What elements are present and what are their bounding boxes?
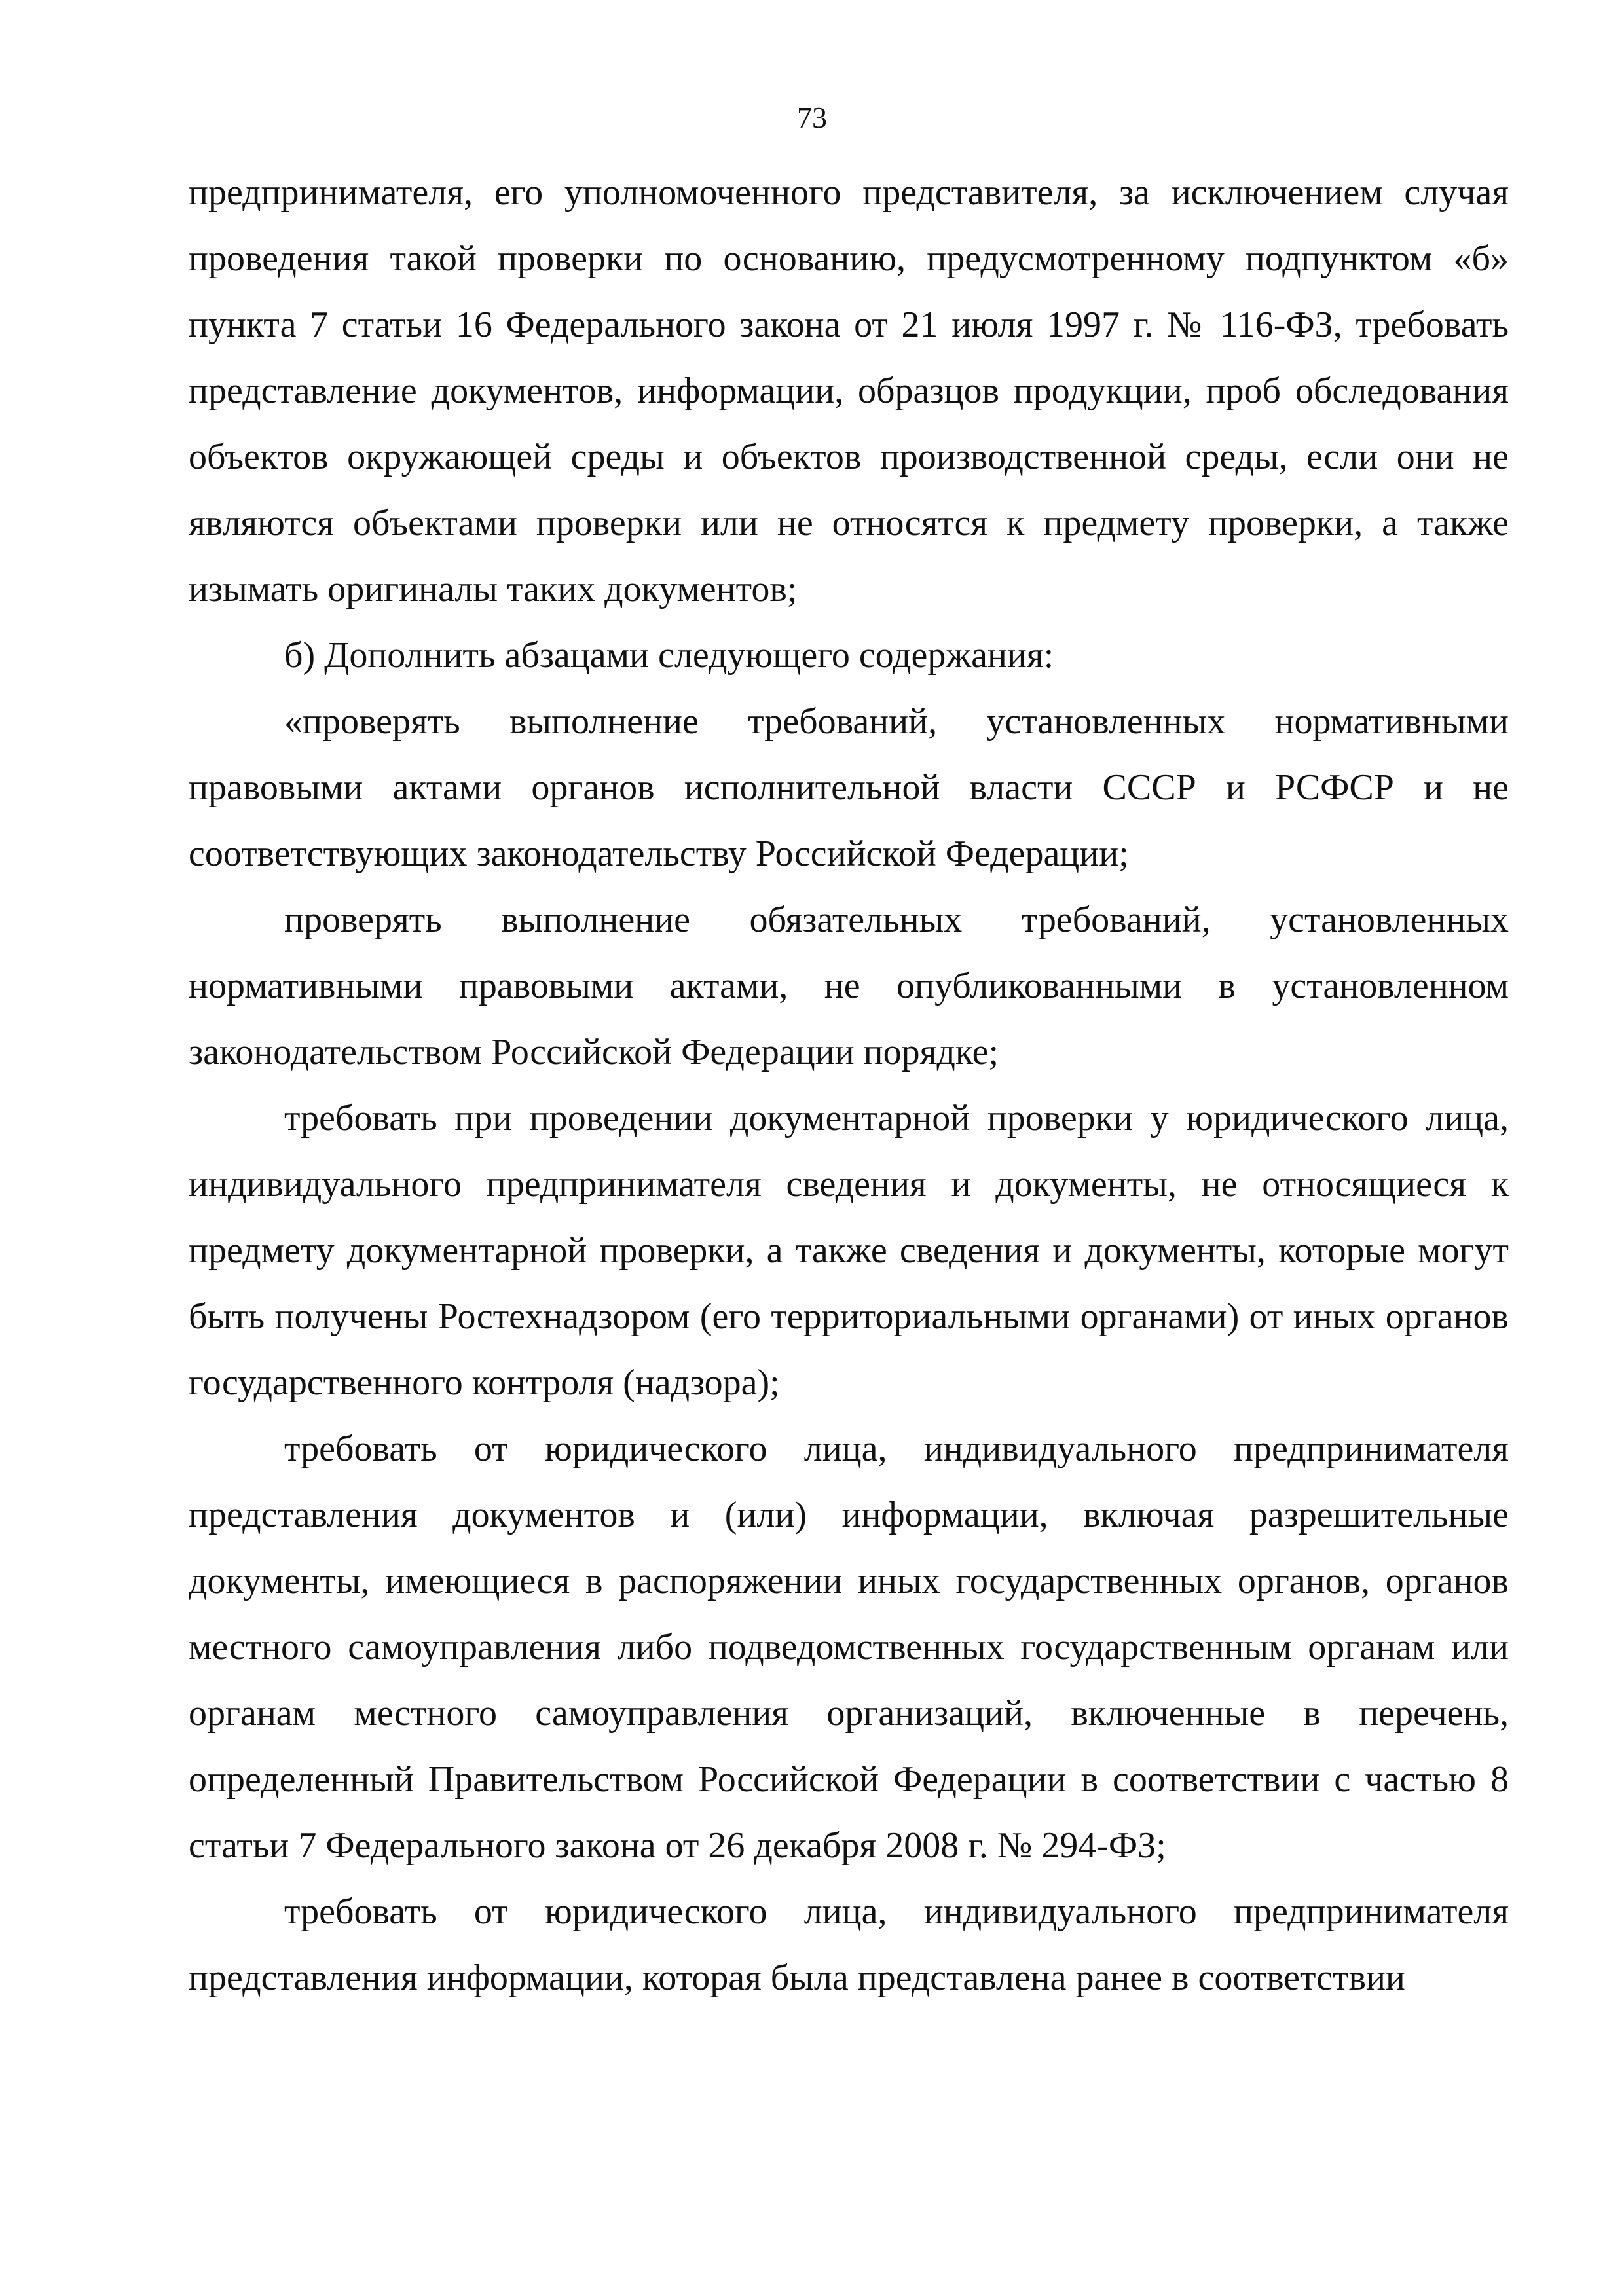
- paragraph-continuation: предпринимателя, его уполномоченного представителя, за исключением случая проведения такой проверки по основанию, предусмотренному подпунктом «б» пункта 7 статьи 16 Федерального закона от 21 июля 1997 г. № 116-ФЗ, требовать представление документов, информации, образцов продукции, проб обследования объектов окружающей среды и объектов производственной среды, если они не являются объектами проверки или не относятся к предмету проверки, а также изымать оригиналы таких документов;: [189, 172, 1509, 610]
- paragraph-documents-request: требовать от юридического лица, индивидуального предпринимателя представления документов и (или) информации, включая разрешительные документы, имеющиеся в распоряжении иных государственных органов, органов местного самоуправления либо подведомственных государственным органам или органам местного самоуправления организаций, включенные в перечень, определенный Правительством Российской Федерации в соответствии с частью 8 статьи 7 Федерального закона от 26 декабря 2008 г. № 294-ФЗ;: [189, 1429, 1509, 1866]
- paragraph-check-unpublished-acts: проверять выполнение обязательных требований, установленных нормативными правовыми актами, не опубликованными в установленном законодательством Российской Федерации порядке;: [189, 900, 1509, 1072]
- paragraph-information-request: требовать от юридического лица, индивидуального предпринимателя представления информации, которая была представлена ранее в соответствии: [189, 1891, 1509, 1998]
- page-number: 73: [797, 101, 827, 134]
- paragraph-check-ussr-acts: «проверять выполнение требований, установленных нормативными правовыми актами органов исполнительной власти СССР и РСФСР и не соответствующих законодательству Российской Федерации;: [189, 701, 1509, 874]
- paragraph-documentary-check: требовать при проведении документарной проверки у юридического лица, индивидуального предпринимателя сведения и документы, не относящиеся к предмету документарной проверки, а также сведения и документы, которые могут быть получены Ростехнадзором (его территориальными органами) от иных органов государственного контроля (надзора);: [189, 1098, 1509, 1403]
- document-body: [189, 160, 1509, 2011]
- paragraph-amendment-b: б) Дополнить абзацами следующего содержания:: [284, 635, 1054, 676]
